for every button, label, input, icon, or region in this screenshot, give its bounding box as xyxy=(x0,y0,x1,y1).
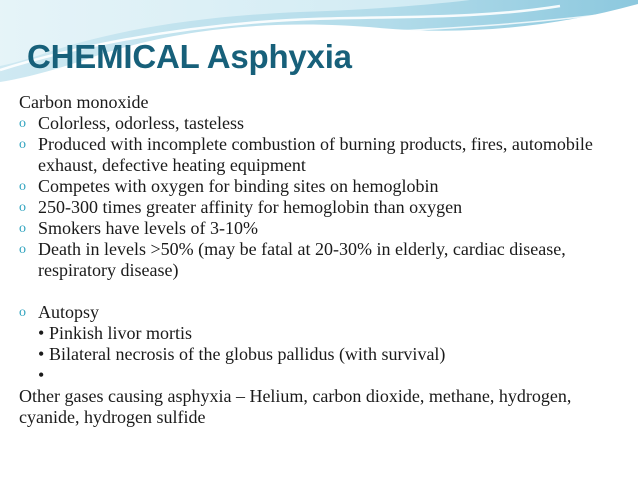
circle-bullet-icon: o xyxy=(19,305,26,320)
autopsy-sub-item-empty xyxy=(38,365,624,386)
bullet-text: Produced with incomplete combustion of burning products, fires, automobile exhaust, defective heating equipment xyxy=(38,134,593,175)
circle-bullet-icon: o xyxy=(19,116,26,131)
slide-title: CHEMICAL Asphyxia xyxy=(27,38,352,75)
bullet-item xyxy=(19,113,624,134)
bullet-text: Competes with oxygen for binding sites on hemoglobin xyxy=(38,176,439,196)
circle-bullet-icon: o xyxy=(19,221,26,236)
bullet-item-autopsy xyxy=(19,302,624,323)
circle-bullet-icon: o xyxy=(19,137,26,152)
bullet-text: 250-300 times greater affinity for hemoglobin than oxygen xyxy=(38,197,463,217)
autopsy-sub-item xyxy=(38,323,624,344)
bullet-item xyxy=(19,134,624,176)
dot-bullet-icon: • xyxy=(38,365,45,385)
circle-bullet-icon: o xyxy=(19,179,26,194)
autopsy-sub-item xyxy=(38,344,624,365)
autopsy-sub-text: Pinkish livor mortis xyxy=(49,323,193,343)
bullet-item xyxy=(19,239,624,281)
dot-bullet-icon: • xyxy=(38,323,45,343)
bullet-text: Death in levels >50% (may be fatal at 20-30% in elderly, cardiac disease, respiratory disease) xyxy=(38,239,566,280)
spacer xyxy=(19,281,624,302)
footer-other-gases: Other gases causing asphyxia – Helium, carbon dioxide, methane, hydrogen, cyanide, hydrogen sulfide xyxy=(19,386,572,427)
bullet-text: Autopsy xyxy=(38,302,100,322)
circle-bullet-icon: o xyxy=(19,200,26,215)
bullet-text: Smokers have levels of 3-10% xyxy=(38,218,258,238)
slide-content xyxy=(19,92,624,428)
autopsy-sub-text: Bilateral necrosis of the globus pallidus (with survival) xyxy=(49,344,446,364)
bullet-item xyxy=(19,218,624,239)
bullet-text: Colorless, odorless, tasteless xyxy=(38,113,244,133)
bullet-item xyxy=(19,176,624,197)
subtitle-carbon-monoxide: Carbon monoxide xyxy=(19,92,149,112)
circle-bullet-icon: o xyxy=(19,242,26,257)
dot-bullet-icon: • xyxy=(38,344,45,364)
bullet-item xyxy=(19,197,624,218)
